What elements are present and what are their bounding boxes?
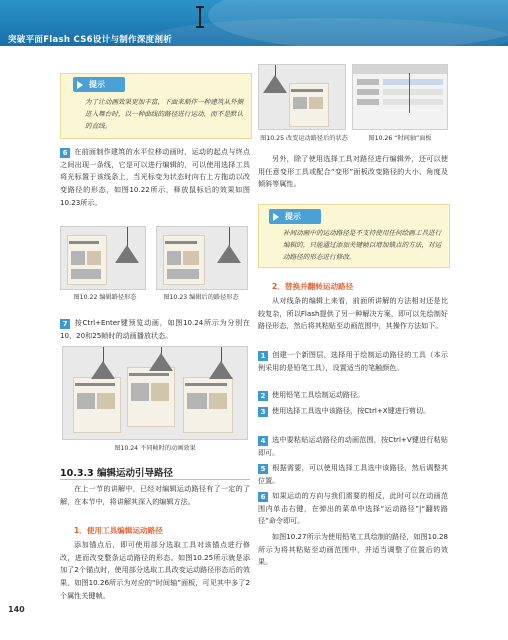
step-7-paragraph <box>60 317 250 342</box>
right-para-1-text: 另外，除了使用选择工具对路径进行编辑外，还可以使用任意变形工具或配合“变形”面板改变路径的大小、角度及倾斜等属性。 <box>258 154 448 189</box>
right-step-6 <box>258 490 448 528</box>
tip-text-1: 为了让动画效果更加丰富，下面来制作一种建筑从外侧进入舞台时，以一种曲线的路径进行运动，而不是默认的直线。 <box>85 98 244 130</box>
text-cursor-icon <box>196 6 204 28</box>
tip-label-text: 提示 <box>89 80 105 89</box>
section-rule <box>60 479 250 480</box>
sub1-paragraph <box>60 539 250 603</box>
sub2-paragraph <box>258 295 448 333</box>
figure-10-24 <box>62 346 248 440</box>
right-step-3-badge: 3 <box>258 407 268 417</box>
section-heading: 10.3.3 编辑运动引导路径 <box>60 468 173 479</box>
right-para-1 <box>258 153 448 191</box>
right-step-2-badge: 2 <box>258 391 268 401</box>
section-intro <box>60 483 250 508</box>
right-step-2 <box>258 389 448 402</box>
tip-label-1 <box>73 77 125 92</box>
figure-10-26-caption: 图10.26 “时间轴”面板 <box>368 135 432 142</box>
closing-paragraph <box>258 531 448 569</box>
subheading-1: 1．使用工具编辑运动路径 <box>74 526 163 535</box>
right-step-4-text: 选中要粘贴运动路径的动画范围，按Ctrl+V键进行粘贴即可。 <box>258 435 448 457</box>
closing-text: 如图10.27所示为使用铅笔工具绘制的路径，如图10.28所示为将其粘贴至动画范围中，并适当调整了位置后的效果。 <box>258 532 448 567</box>
arrow-icon <box>77 81 83 89</box>
tip-text-2: 补间动画中的运动路径是不支持使用任何绘画工具进行编辑的，只能通过添加关键帧以增加锚点的方法，对运动路径的形态进行修改。 <box>283 229 442 261</box>
right-step-4-badge: 4 <box>258 436 268 446</box>
right-step-2-text: 使用铅笔工具绘制运动路径。 <box>272 390 365 399</box>
right-step-4 <box>258 434 448 459</box>
figure-10-24-caption: 图10.24 不同帧时的动画效果 <box>114 445 196 452</box>
figure-10-22 <box>60 226 146 290</box>
tip-label-2-text: 提示 <box>285 212 301 221</box>
right-step-1 <box>258 349 448 374</box>
figure-10-25-caption: 图10.25 改变运动路径后的状态 <box>260 135 348 142</box>
step-7-text: 按Ctrl+Enter键预览动画，如图10.24所示为分别在10、20和25帧时的动画播放状态。 <box>60 318 250 340</box>
figure-10-23-caption: 图10.23 编辑后的路径形态 <box>163 294 239 301</box>
right-step-1-badge: 1 <box>258 351 268 361</box>
tip-box-2 <box>258 204 450 268</box>
step-6-text: 在前面制作建筑的水平位移动画时，运动的起点与终点之间出现一条线，它是可以进行编辑的，可以使用选择工具将光标置于该线条上，当光标变为状态时向右上方拖动以改变路径的形态，如图10.22所示，释放鼠标后的效果如图10.23所示。 <box>60 147 250 207</box>
right-step-5-text: 根据需要，可以使用选择工具选中该路径，然后调整其位置。 <box>258 463 448 485</box>
right-step-6-text: 如果运动的方向与我们需要的相反，此时可以在动画范围内单击右键，在弹出的菜单中选择“运动路径”|“翻转路径”命令即可。 <box>258 491 448 526</box>
right-step-6-badge: 6 <box>258 492 268 502</box>
step-6-paragraph <box>60 146 250 210</box>
tip-box-1 <box>60 73 252 139</box>
right-step-3-text: 使用选择工具选中该路径，按Ctrl+X键进行剪切。 <box>272 406 431 415</box>
right-step-1-text: 创建一个新图层，选择用于绘制运动路径的工具（本示例采用的是铅笔工具），设置适当的笔触颜色。 <box>258 350 448 372</box>
figure-10-25 <box>258 64 346 130</box>
page-header <box>0 0 508 46</box>
step-7-badge: 7 <box>60 319 70 329</box>
step-6-badge: 6 <box>60 148 70 158</box>
subheading-2: 2．替换并翻转运动路径 <box>272 282 354 291</box>
right-step-5 <box>258 462 448 487</box>
tip-label-2 <box>269 209 321 224</box>
sub1-text: 添加锚点后，即可使用部分选取工具对该锚点进行修改，进而改变整条运动路径的形态。如图10.25所示就是添加了2个锚点时，使用部分选取工具改变运动路径形态后的效果，如图10.26所示为对应的“时间轴”面板，可见其中多了2个属性关键帧。 <box>60 540 250 600</box>
right-step-5-badge: 5 <box>258 464 268 474</box>
section-intro-text: 在上一节的讲解中，已经对编辑运动路径有了一定的了解，在本节中，将讲解其深入的编辑方法。 <box>60 484 250 506</box>
figure-10-26 <box>352 64 448 130</box>
figure-10-23 <box>156 226 248 290</box>
page-number: 140 <box>8 605 25 614</box>
arrow-icon <box>273 213 279 221</box>
right-step-3 <box>258 405 448 418</box>
sub2-text: 从对线条的编辑上来看，前面所讲解的方法相对还是比较复杂，所以Flash提供了另一种解决方案，即可以先绘制好路径形态，然后将其粘贴至动画范围中，其操作方法如下。 <box>258 296 448 331</box>
header-title: 突破平面Flash CS6设计与制作深度剖析 <box>8 35 173 45</box>
figure-10-22-caption: 图10.22 编辑路径形态 <box>73 294 137 301</box>
